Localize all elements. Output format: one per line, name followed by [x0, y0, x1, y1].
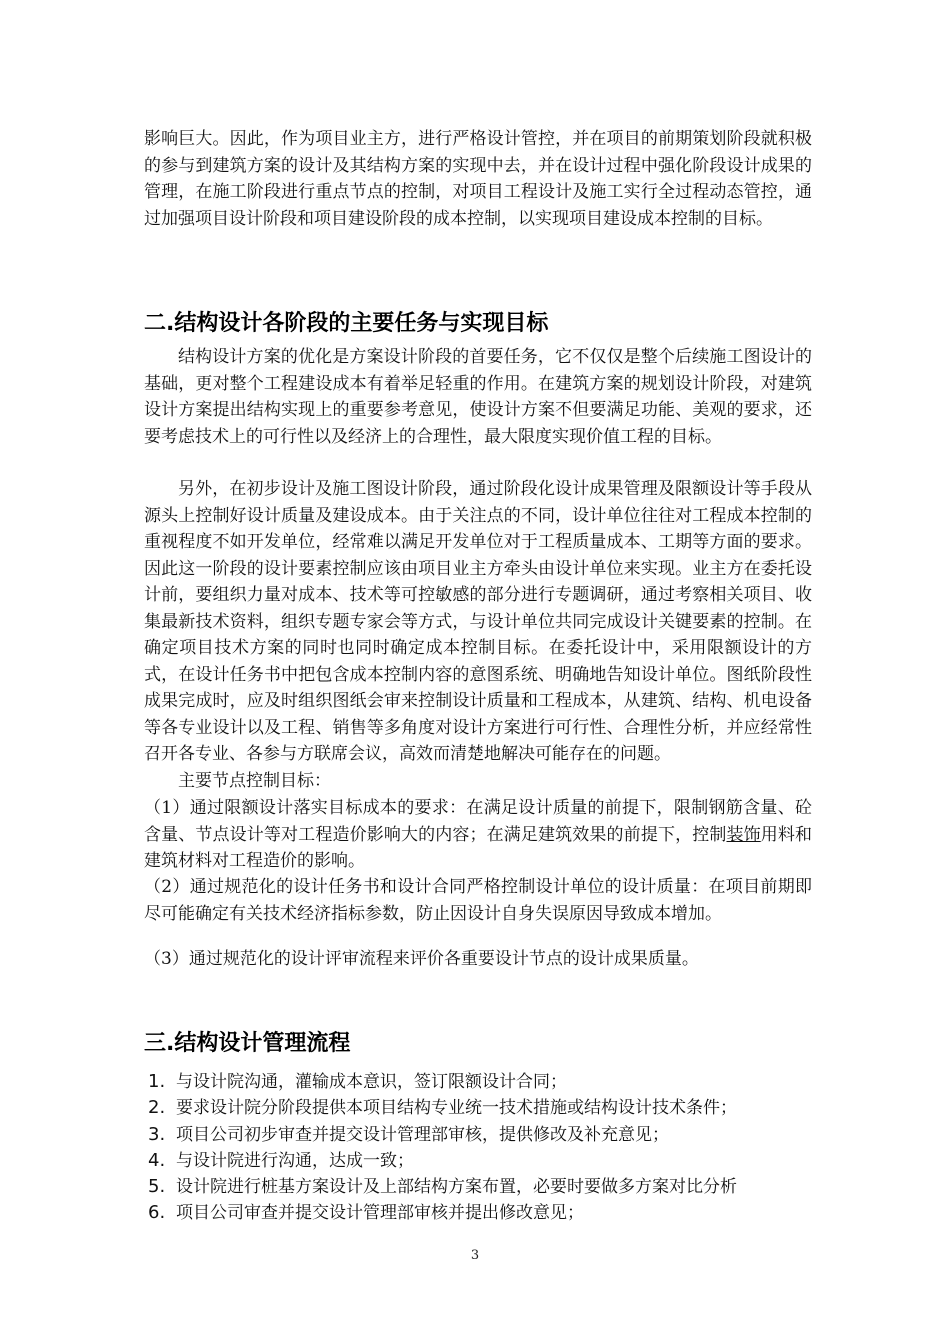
targets-label: 主要节点控制目标： [178, 771, 331, 791]
list-item-text: 项目公司初步审查并提交设计管理部审核，提供修改及补充意见； [176, 1124, 669, 1145]
target-1-text-b: 用料和建筑材料对工程造价的影响。 [144, 824, 813, 871]
list-item-number: 1. [148, 1071, 166, 1092]
list-item-number: 6. [148, 1202, 166, 1224]
list-item [148, 1095, 818, 1121]
list-item [148, 1069, 818, 1095]
list-item [148, 1174, 818, 1200]
section-2-paragraph-2: 另外，在初步设计及施工图设计阶段，通过阶段化设计成果管理及限额设计等手段从源头上控制好设计质量及建设成本。由于关注点的不同，设计单位往往对工程成本控制的重视程度不如开发单位，经常难以满足开发单位对于工程质量成本、工期等方面的要求。因此这一阶段的设计要素控制应该由项目业主方牵头由设计单位来实现。业主方在委托设计前，要组织力量对成本、技术等可控敏感的部分进行专题调研，通过考察相关项目、收集最新技术资料，组织专题专家会等方式，与设计单位共同完成设计关键要素的控制。在确定项目技术方案的同时也同时确定成本控制目标。在委托设计中，采用限额设计的方式，在设计任务书中把包含成本控制内容的意图系统、明确地告知设计单位。图纸阶段性成果完成时，应及时组织图纸会审来控制设计质量和工程成本，从建筑、结构、机电设备等各专业设计以及工程、销售等多角度对设计方案进行可行性、合理性分析，并应经常性召开各专业、各参与方联席会议，高效而清楚地解决可能存在的问题。 [144, 479, 812, 764]
list-item-number: 3. [148, 1123, 166, 1145]
target-2: （2）通过规范化的设计任务书和设计合同严格控制设计单位的设计质量：在项目前期即尽可能确定有关技术经济指标参数，防止因设计自身失误原因导致成本增加。 [144, 877, 812, 924]
list-item-text: 设计院进行桩基方案设计及上部结构方案布置，必要时要做多方案对比分析 [176, 1177, 737, 1198]
target-3: （3）通过规范化的设计评审流程来评价各重要设计节点的设计成果质量。 [144, 949, 699, 969]
list-item-text: 与设计院沟通，灌输成本意识，签订限额设计合同； [176, 1072, 567, 1092]
section-2-heading: 二.结构设计各阶段的主要任务与实现目标 [144, 311, 549, 336]
target-1-text-a: （1）通过限额设计落实目标成本的要求：在满足设计质量的前提下，限制钢筋含量、砼含量、节点设计等对工程造价影响大的内容；在满足建筑效果的前提下，控制 [144, 798, 812, 845]
list-item [148, 1148, 818, 1174]
list-item [148, 1122, 818, 1148]
list-item [148, 1200, 818, 1226]
list-item-number: 5. [148, 1176, 166, 1198]
list-item-text: 要求设计院分阶段提供本项目结构专业统一技术措施或结构设计技术条件； [176, 1098, 737, 1119]
target-1-underlined-word: 装饰 [726, 824, 761, 845]
list-item-text: 项目公司审查并提交设计管理部审核并提出修改意见； [176, 1203, 584, 1224]
page-number: 3 [470, 1248, 480, 1263]
list-item-number: 2. [148, 1097, 166, 1119]
section-2-paragraph-1: 结构设计方案的优化是方案设计阶段的首要任务，它不仅仅是整个后续施工图设计的基础，更对整个工程建设成本有着举足轻重的作用。在建筑方案的规划设计阶段，对建筑设计方案提出结构实现上的重要参考意见，使设计方案不但要满足功能、美观的要求，还要考虑技术上的可行性以及经济上的合理性，最大限度实现价值工程的目标。 [144, 347, 812, 447]
list-item-text: 与设计院进行沟通，达成一致； [176, 1150, 414, 1171]
section-3-heading: 三.结构设计管理流程 [144, 1031, 351, 1056]
intro-paragraph: 影响巨大。因此，作为项目业主方，进行严格设计管控，并在项目的前期策划阶段就积极的参与到建筑方案的设计及其结构方案的实现中去，并在设计过程中强化阶段设计成果的管理，在施工阶段进行重点节点的控制，对项目工程设计及施工实行全过程动态管控，通过加强项目设计阶段和项目建设阶段的成本控制，以实现项目建设成本控制的目标。 [144, 129, 812, 229]
target-1 [144, 795, 812, 875]
list-item-number: 4. [148, 1149, 166, 1171]
process-list [148, 1069, 818, 1227]
